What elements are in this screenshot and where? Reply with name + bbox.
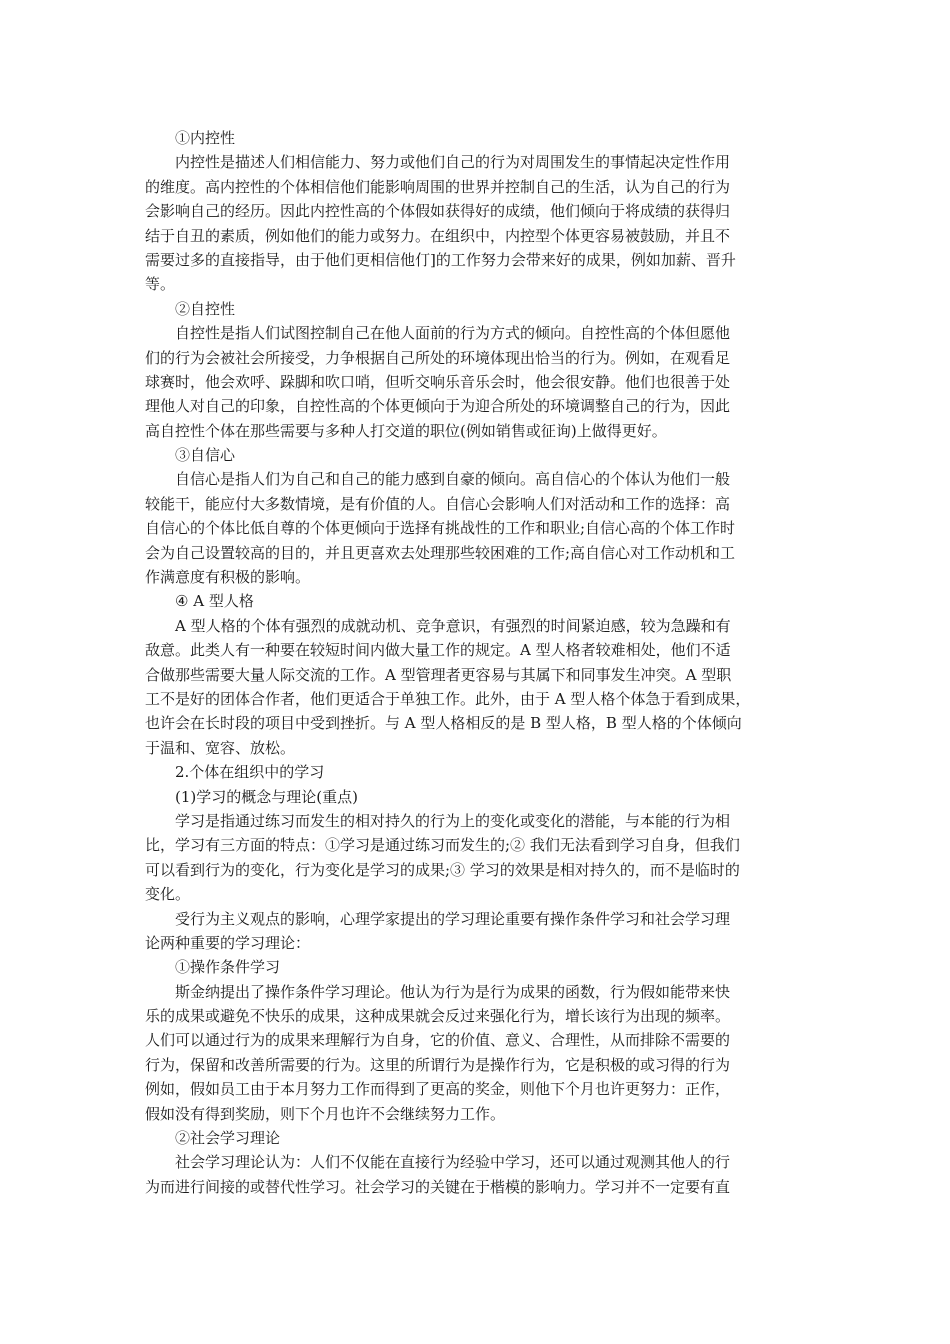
text-line: ①内控性	[175, 129, 236, 147]
text-line: 也许会在长时段的项目中受到挫折。与 A 型人格相反的是 B 型人格，B 型人格的个体倾向	[145, 714, 742, 733]
text-line: 高自控性个体在那些需要与多种人打交道的职位(例如销售或征询)上做得更好。	[145, 421, 667, 440]
text-line: 于温和、宽容、放松。	[145, 738, 296, 757]
text-line: 论两种重要的学习理论：	[145, 933, 311, 952]
text-line: 受行为主义观点的影响，心理学家提出的学习理论重要有操作条件学习和社会学习理	[175, 909, 731, 928]
text-line: 们的行为会被社会所接受，力争根据自己所处的环境体现出恰当的行为。例如，在观看足	[145, 348, 731, 367]
text-line: 斯金纳提出了操作条件学习理论。他认为行为是行为成果的函数，行为假如能带来快	[175, 982, 731, 1001]
text-line: 可以看到行为的变化，行为变化是学习的成果;③ 学习的效果是相对持久的，而不是临时的	[145, 860, 740, 879]
text-line: 球赛时，他会欢呼、跺脚和吹口哨，但听交响乐音乐会时，他会很安静。他们也很善于处	[145, 372, 731, 391]
text-line: 较能干，能应付大多数情境，是有价值的人。自信心会影响人们对活动和工作的选择：高	[145, 494, 731, 513]
text-line: 理他人对自己的印象，自控性高的个体更倾向于为迎合所处的环境调整自己的行为，因此	[145, 397, 731, 416]
text-line: 社会学习理论认为：人们不仅能在直接行为经验中学习，还可以通过观测其他人的行	[175, 1153, 731, 1172]
document-page	[145, 126, 810, 1199]
text-line: 行为，保留和改善所需要的行为。这里的所谓行为是操作行为，它是积极的或习得的行为	[145, 1055, 731, 1074]
text-line: 结于自丑的素质，例如他们的能力或努力。在组织中，内控型个体更容易被鼓励，并且不	[145, 226, 731, 245]
text-line: 变化。	[145, 885, 191, 904]
text-line: (1)学习的概念与理论(重点)	[175, 787, 358, 806]
text-line: 等。	[145, 275, 176, 294]
text-line: 自信心的个体比低自尊的个体更倾向于选择有挑战性的工作和职业;自信心高的个体工作时	[145, 519, 736, 538]
text-line: ①操作条件学习	[175, 958, 281, 977]
text-line: 例如，假如员工由于本月努力工作而得到了更高的奖金，则他下个月也许更努力：正作，	[145, 1080, 731, 1099]
text-line: 乐的成果或避免不快乐的成果，这种成果就会反过来强化行为，增长该行为出现的频率。	[145, 1007, 731, 1026]
text-line: A 型人格的个体有强烈的成就动机、竞争意识，有强烈的时间紧迫感，较为急躁和有	[175, 616, 731, 635]
text-line: 假如没有得到奖励，则下个月也许不会继续努力工作。	[145, 1104, 506, 1123]
text-line: 会影响自己的经历。因此内控性高的个体假如获得好的成绩，他们倾向于将成绩的获得归	[145, 202, 731, 221]
text-line: 敌意。此类人有一种要在较短时间内做大量工作的规定。A 型人格者较难相处，他们不适	[145, 641, 731, 660]
text-line: ②自控性	[175, 299, 236, 318]
text-line: 的维度。高内控性的个体相信他们能影响周围的世界并控制自己的生活，认为自己的行为	[145, 177, 731, 196]
text-line: 工不是好的团体合作者，他们更适合于单独工作。此外，由于 A 型人格个体急于看到成果，	[145, 689, 751, 708]
text-line: 学习是指通过练习而发生的相对持久的行为上的变化或变化的潜能，与本能的行为相	[175, 811, 731, 830]
text-line: ④ A 型人格	[175, 592, 254, 611]
text-line: ②社会学习理论	[175, 1129, 281, 1148]
text-line: 作满意度有积极的影响。	[145, 568, 311, 587]
text-line: 需要过多的直接指导，由于他们更相信他仃]的工作努力会带来好的成果，例如加薪、晋升	[145, 250, 736, 269]
text-line: 为而进行间接的或替代性学习。社会学习的关键在于楷模的影响力。学习并不一定要有直	[145, 1177, 731, 1196]
text-line: 自信心是指人们为自己和自己的能力感到自豪的倾向。高自信心的个体认为他们一般	[175, 470, 731, 489]
text-line: 自控性是指人们试图控制自己在他人面前的行为方式的倾向。自控性高的个体但愿他	[175, 324, 731, 343]
text-line: 比，学习有三方面的特点：①学习是通过练习而发生的;② 我们无法看到学习自身，但我们	[145, 836, 740, 855]
text-line: 会为自己设置较高的目的，并且更喜欢去处理那些较困难的工作;高自信心对工作动机和工	[145, 543, 736, 562]
text-line: 合做那些需要大量人际交流的工作。A 型管理者更容易与其属下和同事发生冲突。A 型职	[145, 665, 732, 684]
text-line: ③自信心	[175, 446, 236, 465]
text-line: 人们可以通过行为的成果来理解行为自身，它的价值、意义、合理性，从而排除不需要的	[145, 1031, 731, 1050]
text-line: 内控性是描述人们相信能力、努力或他们自己的行为对周围发生的事情起决定性作用	[175, 153, 731, 172]
text-line: 2.个体在组织中的学习	[175, 763, 325, 782]
